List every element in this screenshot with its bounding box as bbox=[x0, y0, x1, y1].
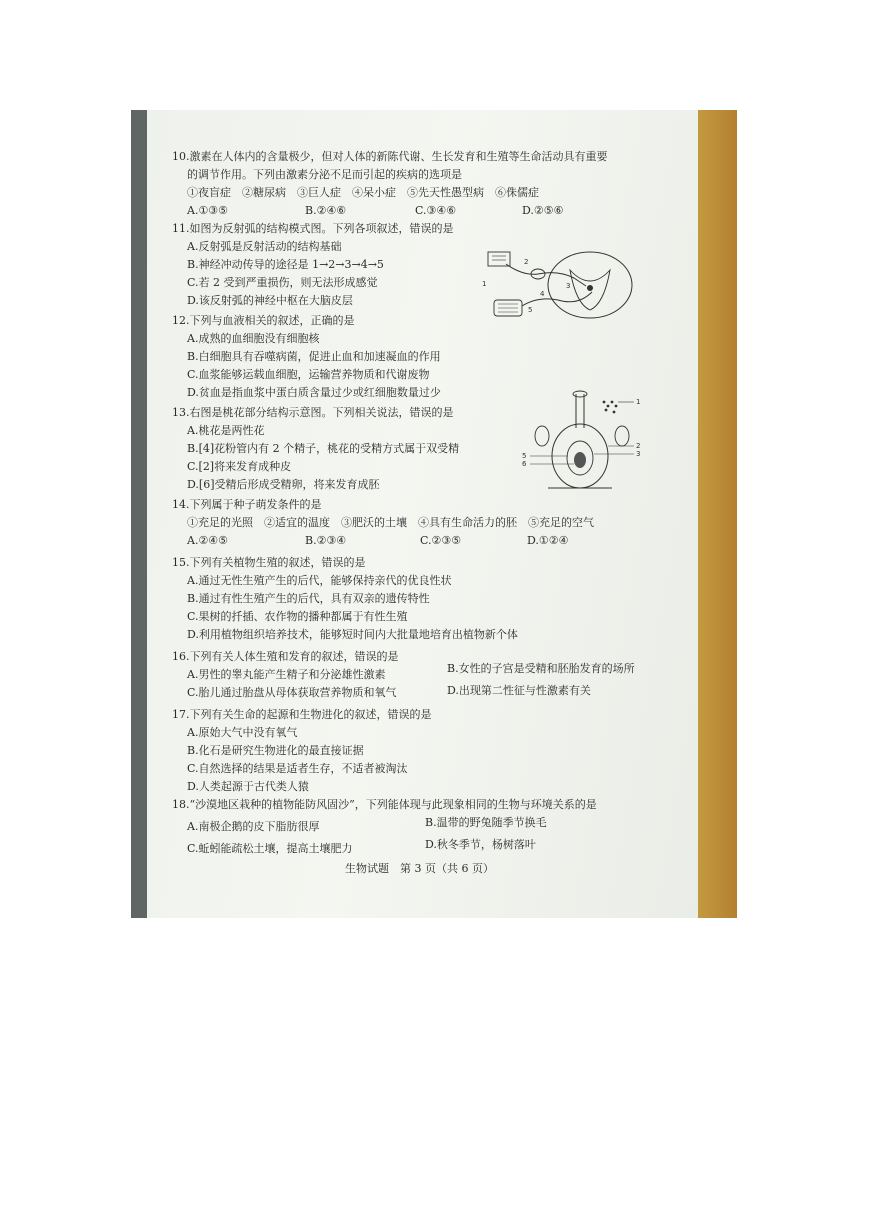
q10-stem-line2: 的调节作用。下列由激素分泌不足而引起的疾病的选项是 bbox=[187, 168, 462, 181]
q10-option-d: D.②⑤⑥ bbox=[522, 204, 564, 217]
q14-option-c: C.②③⑤ bbox=[420, 534, 462, 547]
q10-items: ①夜盲症 ②糖尿病 ③巨人症 ④呆小症 ⑤先天性愚型病 ⑥侏儒症 bbox=[187, 186, 539, 199]
q14-option-a: A.②④⑤ bbox=[187, 534, 229, 547]
q12-stem: 12.下列与血液相关的叙述，正确的是 bbox=[172, 314, 355, 327]
reflex-label-2: 2 bbox=[524, 258, 529, 266]
q12-option-a: A.成熟的血细胞没有细胞核 bbox=[187, 332, 320, 345]
q18-stem: 18.“沙漠地区栽种的植物能防风固沙”，下列能体现与此现象相同的生物与环境关系的是 bbox=[172, 798, 597, 811]
reflex-label-3: 3 bbox=[566, 282, 571, 290]
q14-option-b: B.②③④ bbox=[305, 534, 347, 547]
q15-option-c: C.果树的扦插、农作物的播种都属于有性生殖 bbox=[187, 610, 408, 623]
q18-option-d: D.秋冬季节，杨树落叶 bbox=[425, 838, 536, 851]
flower-label-6: 6 bbox=[522, 460, 527, 468]
q12-option-d: D.贫血是指血浆中蛋白质含量过少或红细胞数量过少 bbox=[187, 386, 441, 399]
q16-option-a: A.男性的睾丸能产生精子和分泌雄性激素 bbox=[187, 668, 386, 681]
q16-option-d: D.出现第二性征与性激素有关 bbox=[447, 684, 591, 697]
q17-option-c: C.自然选择的结果是适者生存，不适者被淘汰 bbox=[187, 762, 408, 775]
q15-option-a: A.通过无性生殖产生的后代，能够保持亲代的优良性状 bbox=[187, 574, 452, 587]
q10-option-b: B.②④⑥ bbox=[305, 204, 347, 217]
q12-option-c: C.血浆能够运载血细胞，运输营养物质和代谢废物 bbox=[187, 368, 430, 381]
q18-option-a: A.南极企鹅的皮下脂肪很厚 bbox=[187, 820, 320, 833]
photo-orange-edge bbox=[698, 110, 737, 918]
q16-option-b: B.女性的子宫是受精和胚胎发育的场所 bbox=[447, 662, 635, 675]
q13-option-b: B.[4]花粉管内有 2 个精子，桃花的受精方式属于双受精 bbox=[187, 442, 460, 455]
reflex-label-5: 5 bbox=[528, 306, 533, 314]
reflex-arc-figure bbox=[478, 240, 638, 330]
q14-option-d: D.①②④ bbox=[527, 534, 569, 547]
flower-label-1: 1 bbox=[636, 398, 641, 406]
flower-label-5: 5 bbox=[522, 452, 527, 460]
q10-stem-line1: 10.激素在人体内的含量极少，但对人体的新陈代谢、生长发育和生殖等生命活动具有重要 bbox=[172, 150, 608, 163]
q11-stem: 11.如图为反射弧的结构模式图。下列各项叙述，错误的是 bbox=[172, 222, 454, 235]
q16-option-c: C.胎儿通过胎盘从母体获取营养物质和氧气 bbox=[187, 686, 397, 699]
q15-option-b: B.通过有性生殖产生的后代，具有双亲的遗传特性 bbox=[187, 592, 430, 605]
q15-stem: 15.下列有关植物生殖的叙述，错误的是 bbox=[172, 556, 366, 569]
q17-option-d: D.人类起源于古代类人猿 bbox=[187, 780, 309, 793]
flower-label-2: 2 bbox=[636, 442, 641, 450]
q12-option-b: B.白细胞具有吞噬病菌，促进止血和加速凝血的作用 bbox=[187, 350, 441, 363]
q18-option-c: C.蚯蚓能疏松土壤，提高土壤肥力 bbox=[187, 842, 353, 855]
q13-option-c: C.[2]将来发育成种皮 bbox=[187, 460, 292, 473]
q11-option-c: C.若 2 受到严重损伤，则无法形成感觉 bbox=[187, 276, 378, 289]
q13-option-d: D.[6]受精后形成受精卵，将来发育成胚 bbox=[187, 478, 380, 491]
flower-label-3: 3 bbox=[636, 450, 641, 458]
q18-option-b: B.温带的野兔随季节换毛 bbox=[425, 816, 547, 829]
q16-stem: 16.下列有关人体生殖和发育的叙述，错误的是 bbox=[172, 650, 399, 663]
q15-option-d: D.利用植物组织培养技术，能够短时间内大批量地培育出植物新个体 bbox=[187, 628, 518, 641]
q13-option-a: A.桃花是两性花 bbox=[187, 424, 265, 437]
q10-option-c: C.③④⑥ bbox=[415, 204, 457, 217]
q14-items: ①充足的光照 ②适宜的温度 ③肥沃的土壤 ④具有生命活力的胚 ⑤充足的空气 bbox=[187, 516, 594, 529]
q13-stem: 13.右图是桃花部分结构示意图。下列相关说法，错误的是 bbox=[172, 406, 454, 419]
q17-option-b: B.化石是研究生物进化的最直接证据 bbox=[187, 744, 364, 757]
q11-option-a: A.反射弧是反射活动的结构基础 bbox=[187, 240, 342, 253]
q17-stem: 17.下列有关生命的起源和生物进化的叙述，错误的是 bbox=[172, 708, 432, 721]
q10-option-a: A.①③⑤ bbox=[187, 204, 229, 217]
reflex-label-1: 1 bbox=[482, 280, 487, 288]
q11-option-b: B.神经冲动传导的途径是 1→2→3→4→5 bbox=[187, 258, 384, 271]
page-footer: 生物试题 第 3 页（共 6 页） bbox=[345, 862, 494, 875]
q14-stem: 14.下列属于种子萌发条件的是 bbox=[172, 498, 322, 511]
reflex-label-4: 4 bbox=[540, 290, 545, 298]
q17-option-a: A.原始大气中没有氧气 bbox=[187, 726, 298, 739]
photo-dark-edge bbox=[131, 110, 147, 918]
peach-flower-figure bbox=[518, 388, 648, 498]
q11-option-d: D.该反射弧的神经中枢在大脑皮层 bbox=[187, 294, 353, 307]
